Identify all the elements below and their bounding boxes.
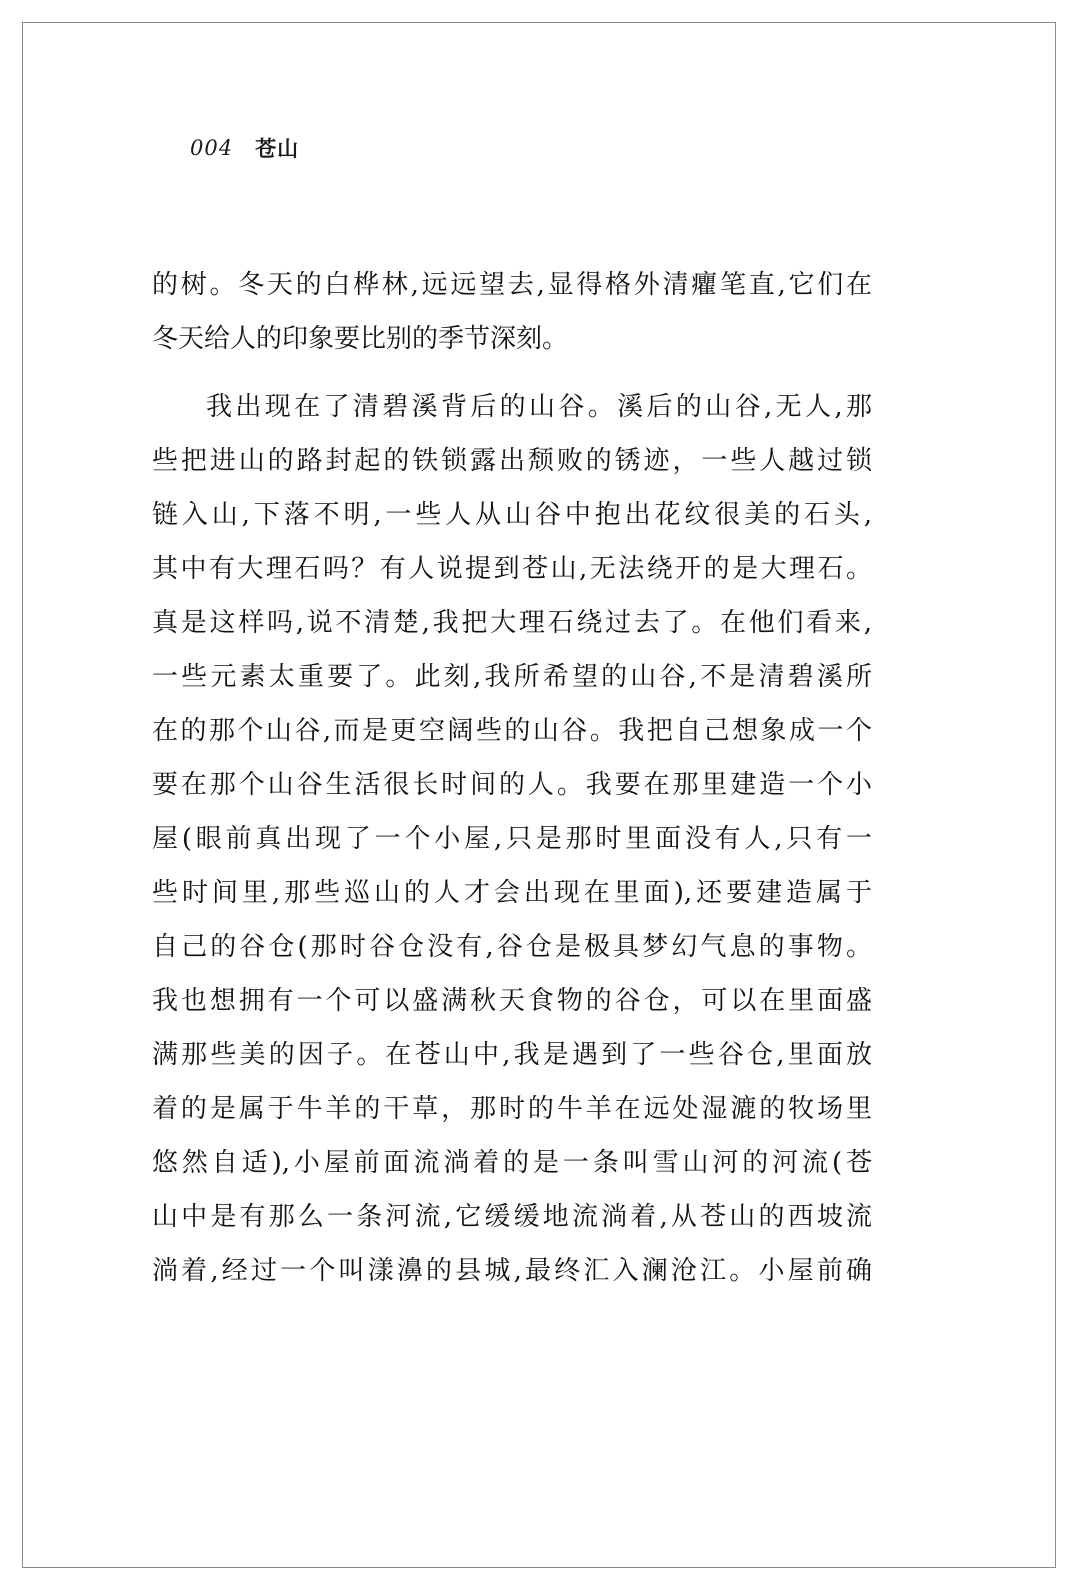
text-line: 真是这样吗,说不清楚,我把大理石绕过去了。在他们看来,	[152, 608, 872, 638]
text-line: 些时间里,那些巡山的人才会出现在里面),还要建造属于	[152, 878, 872, 908]
text-line: 满那些美的因子。在苍山中,我是遇到了一些谷仓,里面放	[152, 1040, 872, 1070]
text-line: 冬天给人的印象要比别的季节深刻。	[152, 324, 569, 354]
text-line: 我出现在了清碧溪背后的山谷。溪后的山谷,无人,那	[206, 392, 872, 422]
text-line: 山中是有那么一条河流,它缓缓地流淌着,从苍山的西坡流	[152, 1202, 872, 1232]
paragraph-main	[152, 380, 872, 1298]
running-head	[190, 128, 299, 168]
text-line: 些把进山的路封起的铁锁露出颓败的锈迹，一些人越过锁	[152, 446, 872, 476]
text-line: 我也想拥有一个可以盛满秋天食物的谷仓，可以在里面盛	[152, 986, 872, 1016]
text-line: 自己的谷仓(那时谷仓没有,谷仓是极具梦幻气息的事物。	[152, 932, 872, 962]
body-text	[152, 258, 872, 1298]
text-line: 着的是属于牛羊的干草，那时的牛羊在远处湿漉的牧场里	[152, 1094, 872, 1124]
text-line: 一些元素太重要了。此刻,我所希望的山谷,不是清碧溪所	[152, 662, 872, 692]
text-line: 其中有大理石吗？有人说提到苍山,无法绕开的是大理石。	[152, 554, 872, 584]
text-line: 要在那个山谷生活很长时间的人。我要在那里建造一个小	[152, 770, 872, 800]
paragraph-continued	[152, 258, 872, 366]
text-line: 淌着,经过一个叫漾濞的县城,最终汇入澜沧江。小屋前确	[152, 1256, 872, 1286]
text-line: 悠然自适),小屋前面流淌着的是一条叫雪山河的河流(苍	[152, 1148, 872, 1178]
book-title: 苍山	[255, 137, 300, 161]
page-number: 004	[190, 136, 234, 160]
text-line: 屋(眼前真出现了一个小屋,只是那时里面没有人,只有一	[152, 824, 872, 854]
text-line: 在的那个山谷,而是更空阔些的山谷。我把自己想象成一个	[152, 716, 872, 746]
text-line: 链入山,下落不明,一些人从山谷中抱出花纹很美的石头,	[152, 500, 872, 530]
text-line: 的树。冬天的白桦林,远远望去,显得格外清癯笔直,它们在	[152, 270, 872, 300]
